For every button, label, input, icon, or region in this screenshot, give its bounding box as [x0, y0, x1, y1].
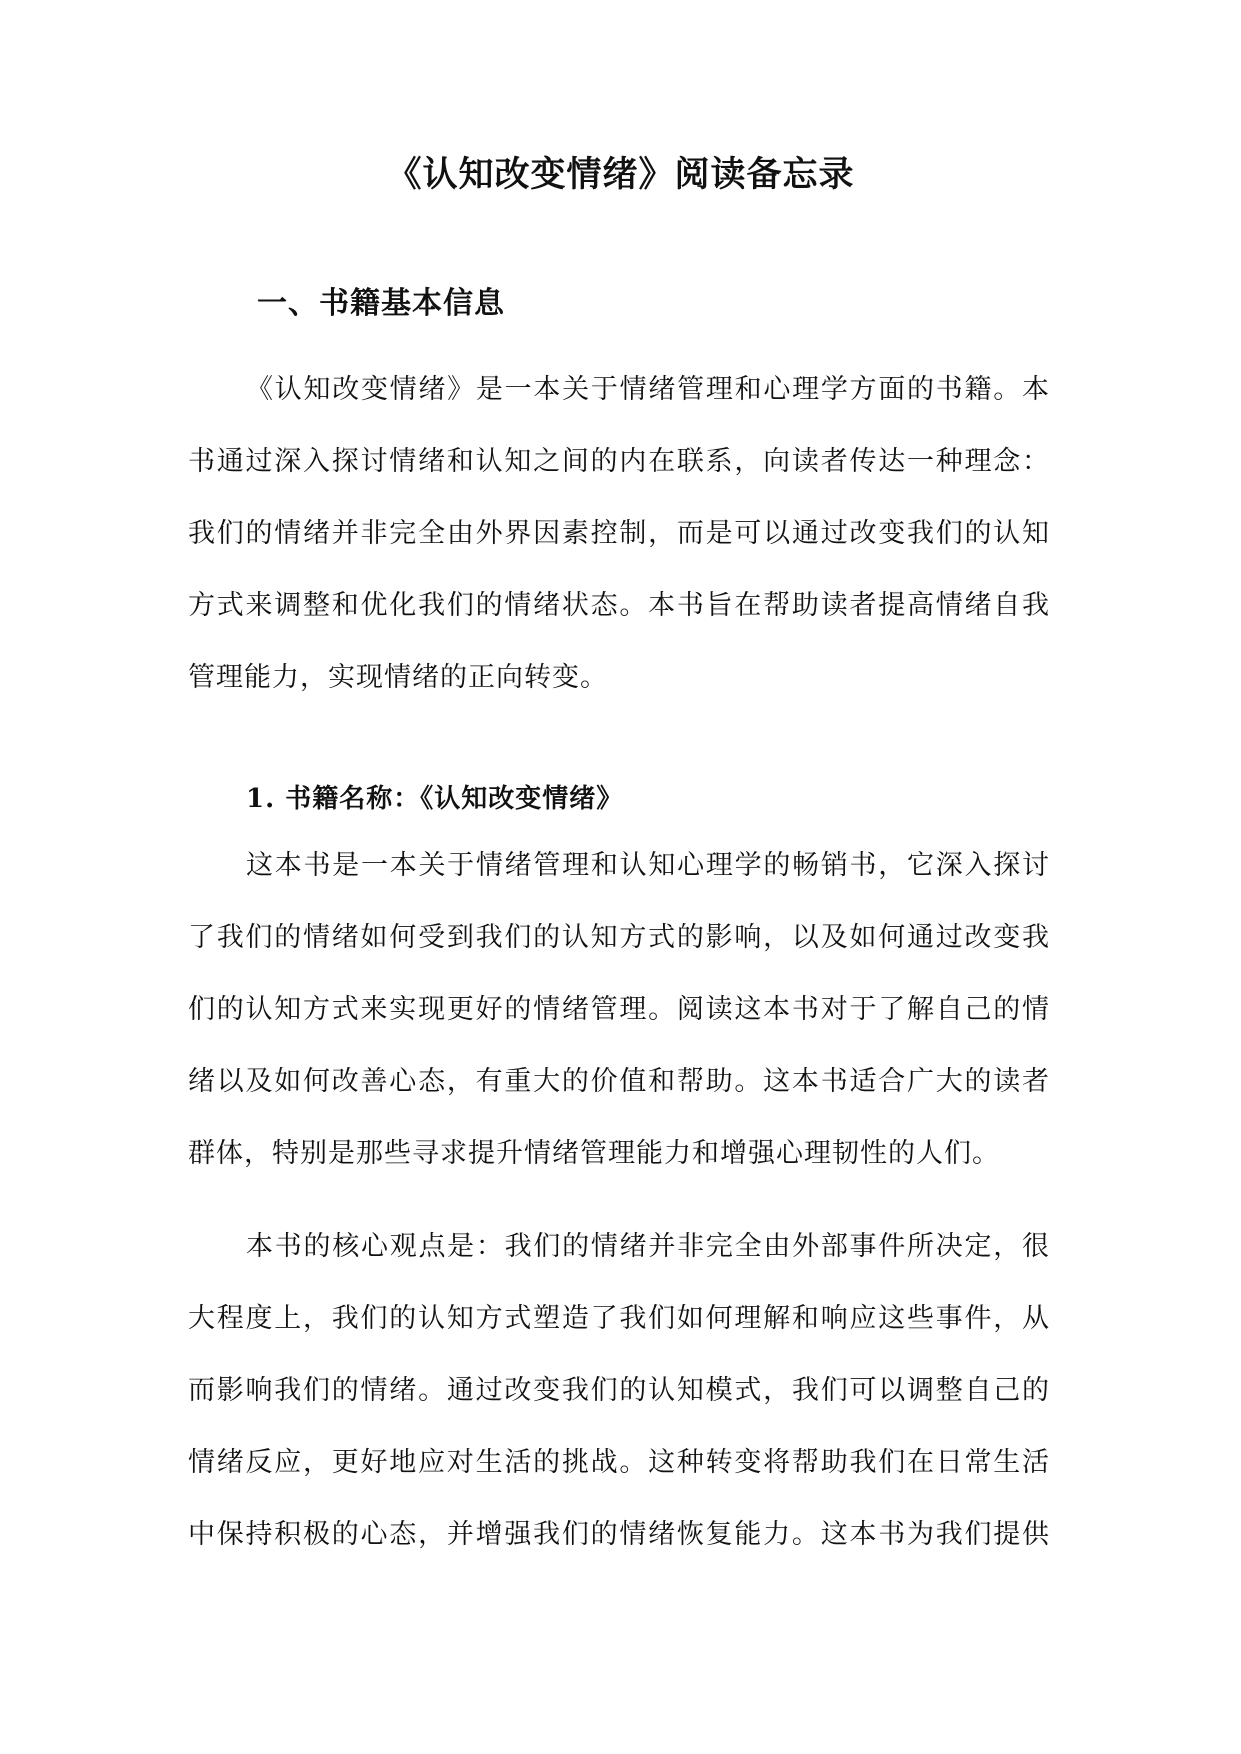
paragraph-line: 管理能力，实现情绪的正向转变。 [188, 662, 608, 693]
paragraph-line: 而影响我们的情绪。通过改变我们的认知模式，我们可以调整自己的 [188, 1375, 1050, 1406]
paragraph-line: 了我们的情绪如何受到我们的认知方式的影响，以及如何通过改变我 [188, 922, 1050, 953]
intro-paragraph [188, 354, 1050, 714]
core-viewpoint-paragraph [188, 1211, 1050, 1571]
paragraph-line: 绪以及如何改善心态，有重大的价值和帮助。这本书适合广大的读者 [188, 1066, 1050, 1097]
paragraph-line: 中保持积极的心态，并增强我们的情绪恢复能力。这本书为我们提供 [188, 1519, 1050, 1550]
paragraph-line: 群体，特别是那些寻求提升情绪管理能力和增强心理韧性的人们。 [188, 1138, 1000, 1169]
paragraph-line: 本书的核心观点是：我们的情绪并非完全由外部事件所决定，很 [246, 1231, 1050, 1262]
book-description-paragraph [188, 830, 1050, 1190]
paragraph-line: 我们的情绪并非完全由外界因素控制，而是可以通过改变我们的认知 [188, 518, 1050, 549]
paragraph-line: 们的认知方式来实现更好的情绪管理。阅读这本书对于了解自己的情 [188, 994, 1050, 1025]
paragraph-line: 方式来调整和优化我们的情绪状态。本书旨在帮助读者提高情绪自我 [188, 590, 1050, 621]
paragraph-line: 情绪反应，更好地应对生活的挑战。这种转变将帮助我们在日常生活 [188, 1447, 1050, 1478]
paragraph-line: 《认知改变情绪》是一本关于情绪管理和心理学方面的书籍。本 [246, 374, 1050, 405]
section-heading-book-info: 一、书籍基本信息 [257, 286, 505, 321]
paragraph-line: 书通过深入探讨情绪和认知之间的内在联系，向读者传达一种理念： [188, 446, 1050, 477]
document-title: 《认知改变情绪》阅读备忘录 [386, 154, 855, 195]
paragraph-line: 这本书是一本关于情绪管理和认知心理学的畅销书，它深入探讨 [246, 850, 1050, 881]
subsection-heading-book-name: 1. 书籍名称：《认知改变情绪》 [246, 784, 624, 814]
paragraph-line: 大程度上，我们的认知方式塑造了我们如何理解和响应这些事件，从 [188, 1303, 1050, 1334]
